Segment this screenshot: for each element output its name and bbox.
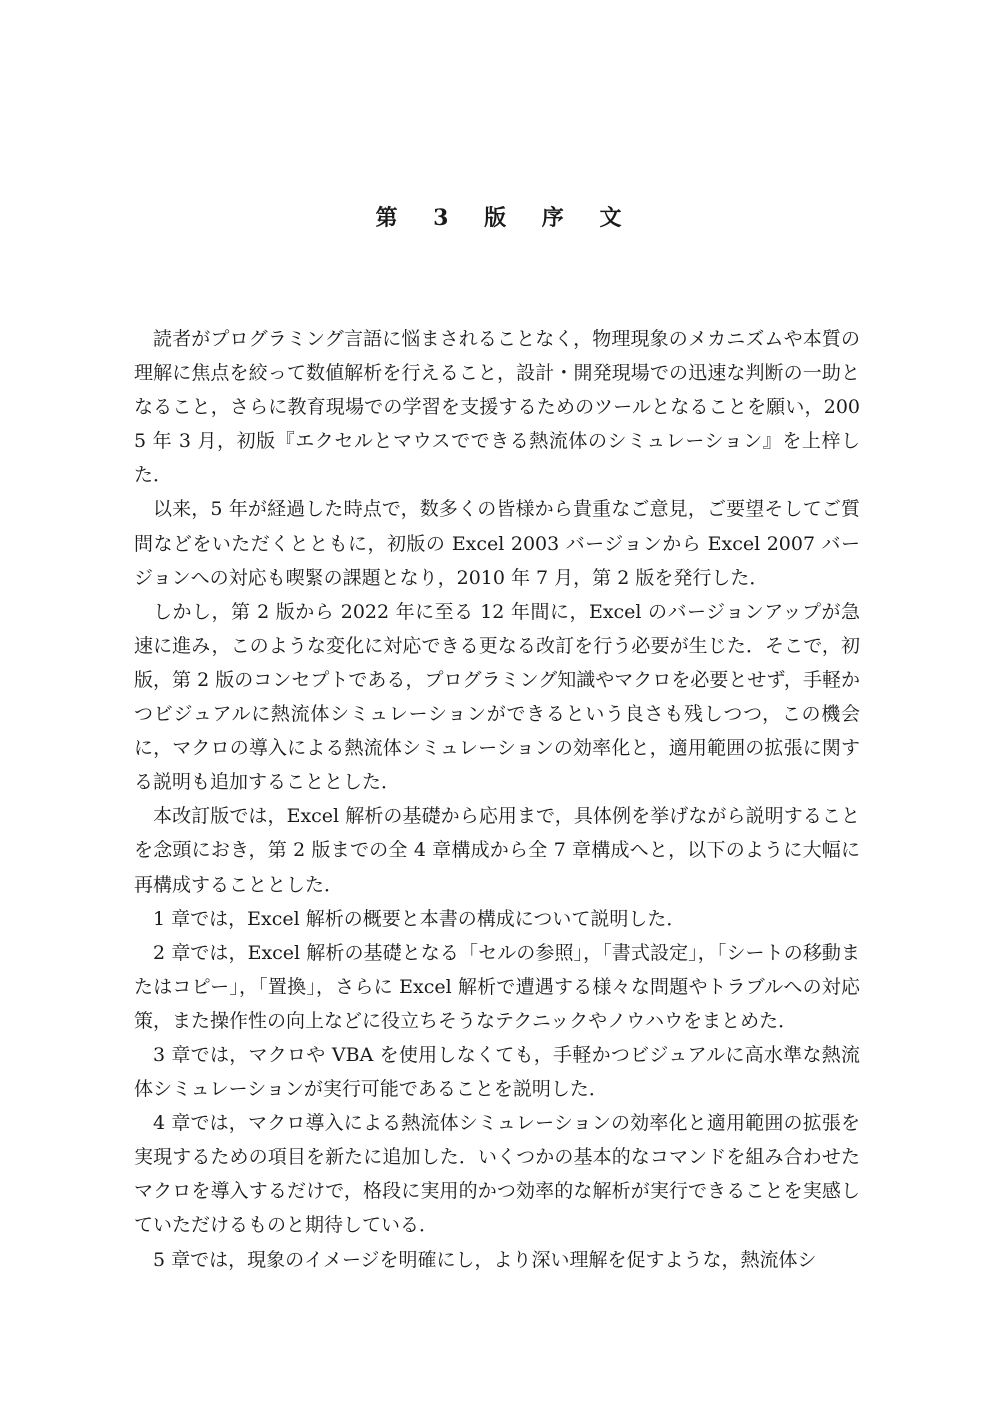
paragraph-restructure: 本改訂版では，Excel 解析の基礎から応用まで，具体例を挙げながら説明することを念頭におき，第 2 版までの全 4 章構成から全 7 章構成へと，以下のように大幅に再構成することとした． [134,805,860,896]
paragraph-chapter-1: 1 章では，Excel 解析の概要と本書の構成について説明した． [153,907,686,930]
paragraph-first-edition: 読者がプログラミング言語に悩まされることなく，物理現象のメカニズムや本質の理解に焦点を絞って数値解析を行えること，設計・開発現場での迅速な判断の一助となること，さらに教育現場での学習を支援するためのツールとなることを願い，2005 年 3 月，初版『エクセルとマウスでできる熱流体のシミュレーション』を上梓した． [134,328,860,487]
paragraph-revision-reason: しかし，第 2 版から 2022 年に至る 12 年間に，Excel のバージョンアップが急速に進み，このような変化に対応できる更なる改訂を行う必要が生じた．そこで，初版，第 2 版のコンセプトである，プログラミング知識やマクロを必要とせず，手軽かつビジュアルに熱流体シミュレーションができるという良さも残しつつ，この機会に，マクロの導入による熱流体シミュレーションの効率化と，適用範囲の拡張に関する説明も追加することとした． [134,600,860,794]
preface-body [134,322,860,1277]
page-title: 第 3 版 序 文 [375,204,636,231]
paragraph-chapter-4: 4 章では，マクロ導入による熱流体シミュレーションの効率化と適用範囲の拡張を実現するための項目を新たに追加した．いくつかの基本的なコマンドを組み合わせたマクロを導入するだけで，格段に実用的かつ効率的な解析が実行できることを実感していただけるものと期待している． [134,1112,860,1237]
paragraph-second-edition: 以来，5 年が経過した時点で，数多くの皆様から貴重なご意見，ご要望そしてご質問などをいただくとともに，初版の Excel 2003 バージョンから Excel 2007 バージョンへの対応も喫緊の課題となり，2010 年 7 月，第 2 版を発行した． [134,498,860,589]
paragraph-chapter-5: 5 章では，現象のイメージを明確にし，より深い理解を促すような，熱流体シ [153,1248,817,1271]
paragraph-chapter-3: 3 章では，マクロや VBA を使用しなくても，手軽かつビジュアルに高水準な熱流体シミュレーションが実行可能であることを説明した． [134,1043,860,1101]
paragraph-chapter-2: 2 章では，Excel 解析の基礎となる「セルの参照」，「書式設定」，「シートの移動またはコピー」，「置換」，さらに Excel 解析で遭遇する様々な問題やトラブルへの対応策，また操作性の向上などに役立ちそうなテクニックやノウハウをまとめた． [134,941,860,1032]
